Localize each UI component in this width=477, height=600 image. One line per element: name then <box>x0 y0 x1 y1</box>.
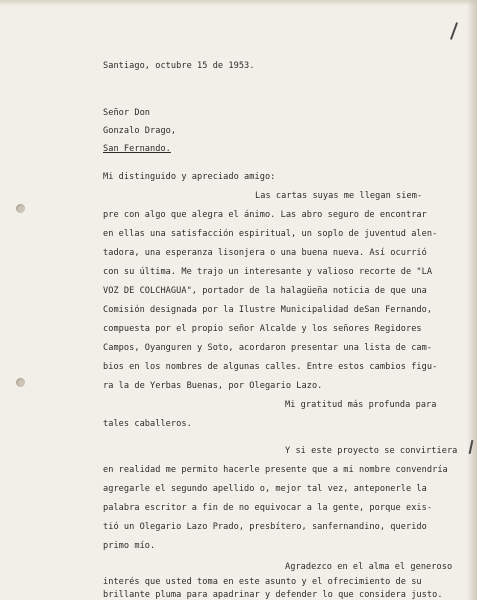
body-line: agregarle el segundo apellido o, mejor tal vez, anteponerle la <box>103 484 427 494</box>
body-line: bios en los nombres de algunas calles. Entre estos cambios figu- <box>103 362 438 372</box>
body-line: pre con algo que alegra el ánimo. Las abro seguro de encontrar <box>103 210 427 220</box>
page-edge-shadow <box>467 0 477 600</box>
body-line: en realidad me permito hacerle presente que a mi nombre convendría <box>103 465 448 475</box>
body-line: Comisión designada por la Ilustre Municipalidad deSan Fernando, <box>103 305 433 315</box>
body-line: tió un Olegario Lazo Prado, presbítero, sanfernandino, querido <box>103 522 427 532</box>
recipient-line: Gonzalo Drago, <box>103 126 177 136</box>
page-top-shadow <box>0 0 477 6</box>
binder-hole-top <box>16 204 25 213</box>
recipient-city: San Fernando. <box>103 144 171 154</box>
pen-mark <box>450 22 458 40</box>
body-line: con su última. Me trajo un interesante y valioso recorte de "LA <box>103 267 433 277</box>
letter-date: Santiago, octubre 15 de 1953. <box>103 61 255 71</box>
body-line: tales caballeros. <box>103 419 192 429</box>
body-line: VOZ DE COLCHAGUA", portador de la halagüeña noticia de que una <box>103 286 427 296</box>
body-line: Las cartas suyas me llegan siem- <box>255 191 423 201</box>
body-line: Y si este proyecto se convirtiera <box>285 446 458 456</box>
body-line: primo mío. <box>103 541 156 551</box>
binder-hole-bottom <box>16 378 25 387</box>
body-line: compuesta por el propio señor Alcalde y los señores Regidores <box>103 324 422 334</box>
body-line: en ellas una satisfacción espiritual, un soplo de juventud alen- <box>103 229 438 239</box>
body-line: tadora, una esperanza lisonjera o una buena nueva. Así ocurrió <box>103 248 427 258</box>
body-line: interés que usted toma en este asunto y el ofrecimiento de su <box>103 577 422 587</box>
body-line: brillante pluma para apadrinar y defender lo que considera justo. <box>103 590 443 600</box>
recipient-line: Señor Don <box>103 108 151 118</box>
body-line: Agradezco en el alma el generoso <box>285 562 453 572</box>
body-line: Campos, Oyanguren y Soto, acordaron presentar una lista de cam- <box>103 343 433 353</box>
body-line: Mi gratitud más profunda para <box>285 400 437 410</box>
salutation: Mi distinguido y apreciado amigo: <box>103 172 276 182</box>
body-line: ra la de Yerbas Buenas, por Olegario Lazo. <box>103 381 323 391</box>
body-line: palabra escritor a fin de no equivocar a la gente, porque exis- <box>103 503 433 513</box>
